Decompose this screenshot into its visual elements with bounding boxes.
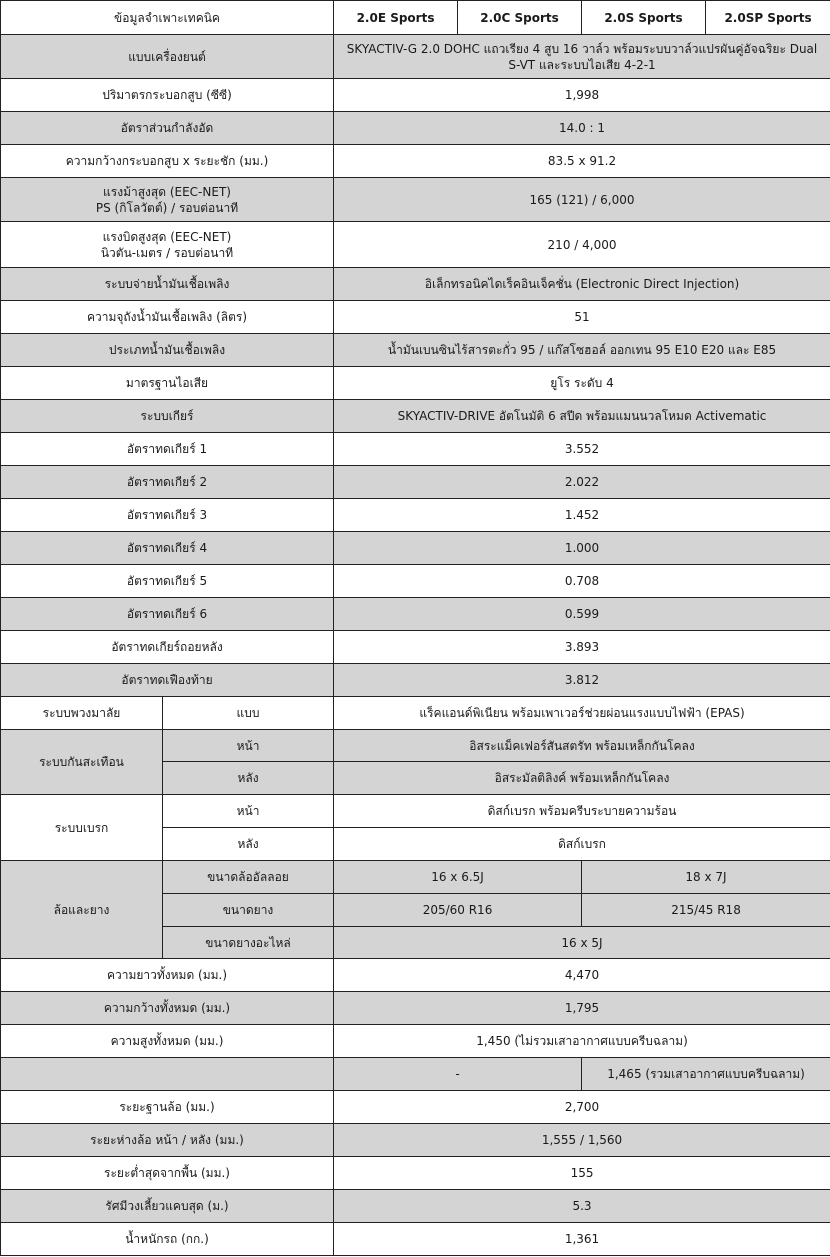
row-label-turning-radius: รัศมีวงเลี้ยวแคบสุด (ม.) — [1, 1190, 334, 1223]
row-value-track: 1,555 / 1,560 — [334, 1124, 830, 1157]
row-value-alloy-b: 18 x 7J — [582, 861, 830, 894]
model-header-2-0s: 2.0S Sports — [582, 1, 706, 35]
row-value-transmission: SKYACTIV-DRIVE อัตโนมัติ 6 สปีด พร้อมแมนนวลโหมด Activematic — [334, 400, 830, 433]
table-row — [1, 35, 830, 79]
group-label-wheels: ล้อและยาง — [1, 861, 163, 959]
row-value-spare-tire: 16 x 5J — [334, 927, 830, 959]
sub-label-tire-size: ขนาดยาง — [163, 894, 334, 927]
row-value-clearance: 155 — [334, 1157, 830, 1190]
row-value-gear4: 1.000 — [334, 532, 830, 565]
table-row — [1, 301, 830, 334]
row-label-engine: แบบเครื่องยนต์ — [1, 35, 334, 79]
table-row — [1, 112, 830, 145]
row-value-tire-b: 215/45 R18 — [582, 894, 830, 927]
model-header-2-0c: 2.0C Sports — [458, 1, 582, 35]
row-value-width: 1,795 — [334, 992, 830, 1025]
row-value-length: 4,470 — [334, 959, 830, 992]
sub-label-steering-type: แบบ — [163, 697, 334, 730]
table-row — [1, 79, 830, 112]
table-row — [1, 730, 830, 762]
table-row — [1, 222, 830, 268]
row-label-height-antenna — [1, 1058, 334, 1091]
row-value-turning-radius: 5.3 — [334, 1190, 830, 1223]
table-row — [1, 598, 830, 631]
row-label-final-drive: อัตราทดเฟืองท้าย — [1, 664, 334, 697]
row-label-gear5: อัตราทดเกียร์ 5 — [1, 565, 334, 598]
model-header-2-0e: 2.0E Sports — [334, 1, 458, 35]
row-value-brakes-front: ดิสก์เบรก พร้อมครีบระบายความร้อน — [334, 795, 830, 828]
sub-label-brakes-front: หน้า — [163, 795, 334, 828]
row-value-suspension-front: อิสระแม็คเฟอร์สันสตรัท พร้อมเหล็กกันโคลง — [334, 730, 830, 762]
sub-label-suspension-front: หน้า — [163, 730, 334, 762]
table-row — [1, 861, 830, 894]
table-row — [1, 697, 830, 730]
row-label-compression: อัตราส่วนกำลังอัด — [1, 112, 334, 145]
table-row — [1, 1124, 830, 1157]
row-label-fuel-type: ประเภทน้ำมันเชื้อเพลิง — [1, 334, 334, 367]
table-row — [1, 1223, 830, 1256]
row-value-fuel-system: อิเล็กทรอนิคไดเร็คอินเจ็คชั่น (Electronic Direct Injection) — [334, 268, 830, 301]
row-value-displacement: 1,998 — [334, 79, 830, 112]
torque-label-line2: นิวตัน-เมตร / รอบต่อนาที — [100, 245, 234, 260]
row-value-tire-a: 205/60 R16 — [334, 894, 582, 927]
row-value-gear3: 1.452 — [334, 499, 830, 532]
row-value-height: 1,450 (ไม่รวมเสาอากาศแบบครีบฉลาม) — [334, 1025, 830, 1058]
table-row — [1, 1025, 830, 1058]
table-row — [1, 400, 830, 433]
row-value-gear1: 3.552 — [334, 433, 830, 466]
sub-label-suspension-rear: หลัง — [163, 762, 334, 795]
row-value-fuel-tank: 51 — [334, 301, 830, 334]
table-row — [1, 959, 830, 992]
row-label-gear-reverse: อัตราทดเกียร์ถอยหลัง — [1, 631, 334, 664]
row-label-gear4: อัตราทดเกียร์ 4 — [1, 532, 334, 565]
row-value-bore-stroke: 83.5 x 91.2 — [334, 145, 830, 178]
table-row — [1, 1058, 830, 1091]
table-row — [1, 268, 830, 301]
row-value-fuel-type: น้ำมันเบนซินไร้สารตะกั่ว 95 / แก๊สโซฮอล์ ออกเทน 95 E10 E20 และ E85 — [334, 334, 830, 367]
table-row — [1, 992, 830, 1025]
table-row — [1, 532, 830, 565]
row-value-steering: แร็คแอนด์พิเนียน พร้อมเพาเวอร์ช่วยผ่อนแรงแบบไฟฟ้า (EPAS) — [334, 697, 830, 730]
row-value-alloy-a: 16 x 6.5J — [334, 861, 582, 894]
row-label-emission: มาตรฐานไอเสีย — [1, 367, 334, 400]
row-label-power — [1, 178, 334, 222]
table-row — [1, 1190, 830, 1223]
power-label-line2: PS (กิโลวัตต์) / รอบต่อนาที — [95, 200, 239, 215]
row-value-gear6: 0.599 — [334, 598, 830, 631]
row-label-fuel-system: ระบบจ่ายน้ำมันเชื้อเพลิง — [1, 268, 334, 301]
row-label-gear2: อัตราทดเกียร์ 2 — [1, 466, 334, 499]
row-value-brakes-rear: ดิสก์เบรก — [334, 828, 830, 861]
table-row — [1, 499, 830, 532]
torque-label-line1: แรงบิดสูงสุด (EEC-NET) — [102, 229, 232, 244]
row-value-height-antenna-a: - — [334, 1058, 582, 1091]
row-value-emission: ยูโร ระดับ 4 — [334, 367, 830, 400]
table-row — [1, 433, 830, 466]
row-label-gear1: อัตราทดเกียร์ 1 — [1, 433, 334, 466]
row-value-gear5: 0.708 — [334, 565, 830, 598]
row-label-bore-stroke: ความกว้างกระบอกสูบ x ระยะชัก (มม.) — [1, 145, 334, 178]
row-value-height-antenna-b: 1,465 (รวมเสาอากาศแบบครีบฉลาม) — [582, 1058, 830, 1091]
row-value-final-drive: 3.812 — [334, 664, 830, 697]
row-label-height: ความสูงทั้งหมด (มม.) — [1, 1025, 334, 1058]
table-row — [1, 1091, 830, 1124]
group-label-suspension: ระบบกันสะเทือน — [1, 730, 163, 795]
table-row — [1, 664, 830, 697]
table-row — [1, 145, 830, 178]
sub-label-spare-tire: ขนาดยางอะไหล่ — [163, 927, 334, 959]
row-value-engine: SKYACTIV-G 2.0 DOHC แถวเรียง 4 สูบ 16 วาล์ว พร้อมระบบวาล์วแปรผันคู่อัจฉริยะ Dual S-VT และระบบไอเสีย 4-2-1 — [334, 35, 830, 79]
row-label-track: ระยะห่างล้อ หน้า / หลัง (มม.) — [1, 1124, 334, 1157]
row-label-wheelbase: ระยะฐานล้อ (มม.) — [1, 1091, 334, 1124]
sub-label-brakes-rear: หลัง — [163, 828, 334, 861]
table-row — [1, 466, 830, 499]
row-label-torque — [1, 222, 334, 268]
row-label-displacement: ปริมาตรกระบอกสูบ (ซีซี) — [1, 79, 334, 112]
row-label-clearance: ระยะต่ำสุดจากพื้น (มม.) — [1, 1157, 334, 1190]
row-value-gear2: 2.022 — [334, 466, 830, 499]
row-value-weight: 1,361 — [334, 1223, 830, 1256]
row-label-transmission: ระบบเกียร์ — [1, 400, 334, 433]
row-value-torque: 210 / 4,000 — [334, 222, 830, 268]
table-row — [1, 178, 830, 222]
row-label-length: ความยาวทั้งหมด (มม.) — [1, 959, 334, 992]
row-label-gear3: อัตราทดเกียร์ 3 — [1, 499, 334, 532]
model-header-2-0sp: 2.0SP Sports — [706, 1, 830, 35]
sub-label-alloy-size: ขนาดล้ออัลลอย — [163, 861, 334, 894]
table-row — [1, 1157, 830, 1190]
table-row — [1, 795, 830, 828]
table-row — [1, 367, 830, 400]
spec-label-header: ข้อมูลจำเพาะเทคนิค — [1, 1, 334, 35]
table-row — [1, 334, 830, 367]
row-value-suspension-rear: อิสระมัลติลิงค์ พร้อมเหล็กกันโคลง — [334, 762, 830, 795]
row-label-gear6: อัตราทดเกียร์ 6 — [1, 598, 334, 631]
row-value-power: 165 (121) / 6,000 — [334, 178, 830, 222]
row-value-wheelbase: 2,700 — [334, 1091, 830, 1124]
table-header-row — [1, 1, 830, 35]
row-label-width: ความกว้างทั้งหมด (มม.) — [1, 992, 334, 1025]
table-row — [1, 565, 830, 598]
group-label-brakes: ระบบเบรก — [1, 795, 163, 861]
row-value-gear-reverse: 3.893 — [334, 631, 830, 664]
row-label-fuel-tank: ความจุถังน้ำมันเชื้อเพลิง (ลิตร) — [1, 301, 334, 334]
row-value-compression: 14.0 : 1 — [334, 112, 830, 145]
row-label-weight: น้ำหนักรถ (กก.) — [1, 1223, 334, 1256]
power-label-line1: แรงม้าสูงสุด (EEC-NET) — [103, 184, 231, 199]
table-row — [1, 631, 830, 664]
group-label-steering: ระบบพวงมาลัย — [1, 697, 163, 730]
